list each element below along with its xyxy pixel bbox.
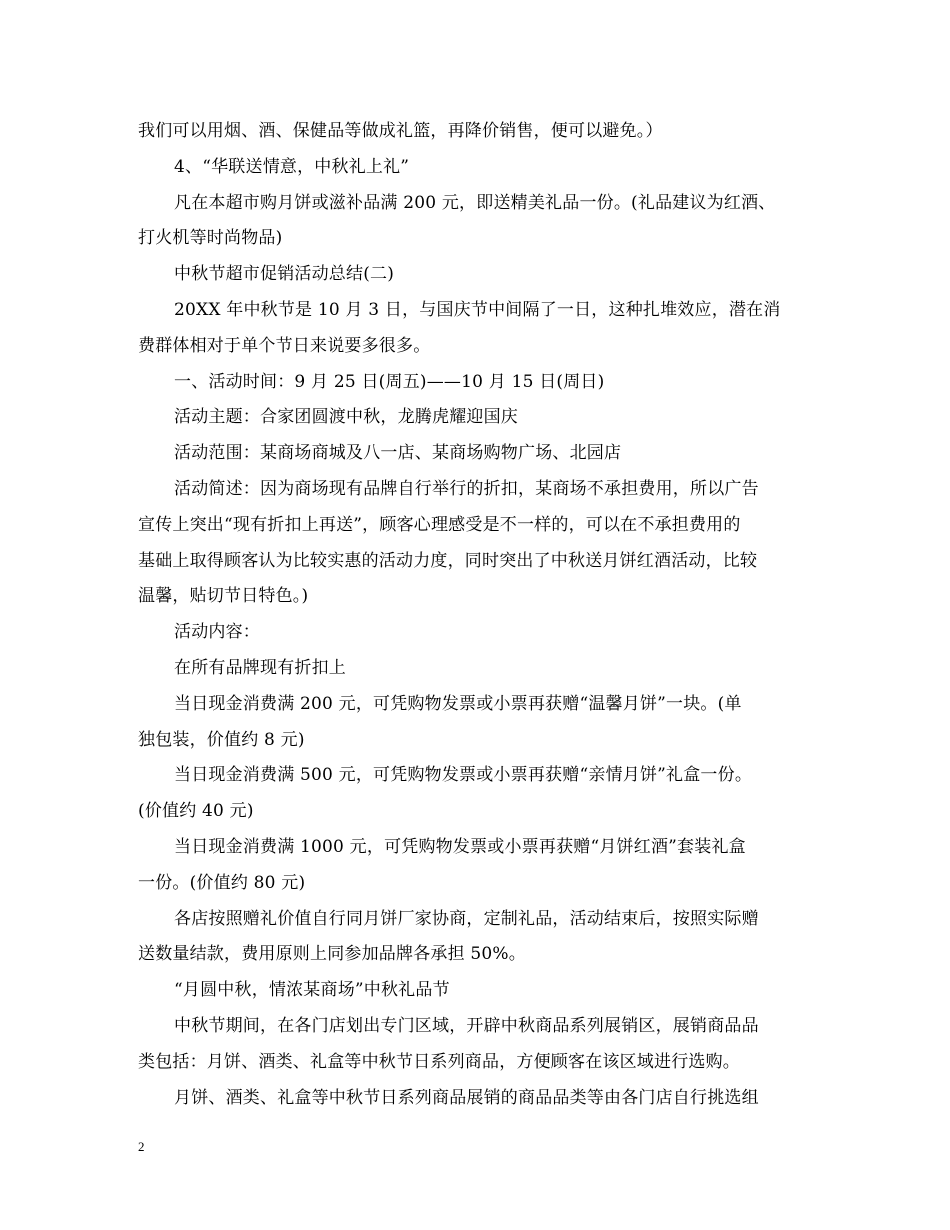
text-line-25: “月圆中秋，情浓某商场”中秋礼品节 [174, 980, 450, 1001]
text-line-17: 当日现金消费满 200 元，可凭购物发票或小票再获赠“温馨月饼”一块。(单 [174, 693, 742, 714]
text-line-22: 一份。(价值约 80 元) [138, 872, 306, 893]
text-line-2: 4、“华联送情意，中秋礼上礼” [174, 156, 410, 177]
text-line-7: 费群体相对于单个节日来说要多很多。 [138, 335, 431, 356]
section-heading: 中秋节超市促销活动总结(二) [174, 264, 395, 285]
text-line-14: 温馨，贴切节日特色。) [138, 586, 309, 607]
text-line-8: 一、活动时间：9 月 25 日(周五)——10 月 15 日(周日) [174, 371, 605, 392]
document-body [138, 114, 818, 1116]
text-line-16: 在所有品牌现有折扣上 [174, 657, 346, 678]
text-line-11: 活动简述：因为商场现有品牌自行举行的折扣，某商场不承担费用，所以广告 [174, 478, 759, 499]
text-line-20: (价值约 40 元) [138, 801, 254, 822]
text-line-3: 凡在本超市购月饼或滋补品满 200 元，即送精美礼品一份。(礼品建议为红酒、 [174, 192, 776, 213]
text-line-10: 活动范围：某商场商城及八一店、某商场购物广场、北园店 [174, 443, 622, 464]
text-line-13: 基础上取得顾客认为比较实惠的活动力度，同时突出了中秋送月饼红酒活动，比较 [138, 550, 758, 571]
text-line-15: 活动内容： [174, 622, 260, 643]
text-line-4: 打火机等时尚物品) [138, 228, 283, 249]
text-line-9: 活动主题：合家团圆渡中秋，龙腾虎耀迎国庆 [174, 407, 518, 428]
text-line-24: 送数量结款，费用原则上同参加品牌各承担 50%。 [138, 944, 526, 965]
text-line-6: 20XX 年中秋节是 10 月 3 日，与国庆节中间隔了一日，这种扎堆效应，潜在消 [174, 299, 781, 320]
page-number: 2 [138, 1139, 145, 1154]
text-line-26: 中秋节期间，在各门店划出专门区域，开辟中秋商品系列展销区，展销商品品 [174, 1015, 759, 1036]
text-line-18: 独包装，价值约 8 元) [138, 729, 305, 750]
text-line-27: 类包括：月饼、酒类、礼盒等中秋节日系列商品，方便顾客在该区域进行选购。 [138, 1051, 740, 1072]
text-line-28: 月饼、酒类、礼盒等中秋节日系列商品展销的商品品类等由各门店自行挑选组 [174, 1087, 759, 1108]
text-line-23: 各店按照赠礼价值自行同月饼厂家协商，定制礼品，活动结束后，按照实际赠 [174, 908, 759, 929]
text-line-21: 当日现金消费满 1000 元，可凭购物发票或小票再获赠“月饼红酒”套装礼盒 [174, 836, 746, 857]
text-line-12: 宣传上突出“现有折扣上再送”，顾客心理感受是不一样的，可以在不承担费用的 [138, 514, 741, 535]
text-line-19: 当日现金消费满 500 元，可凭购物发票或小票再获赠“亲情月饼”礼盒一份。 [174, 765, 753, 786]
text-line-1: 我们可以用烟、酒、保健品等做成礼篮，再降价销售，便可以避免。） [138, 121, 663, 141]
